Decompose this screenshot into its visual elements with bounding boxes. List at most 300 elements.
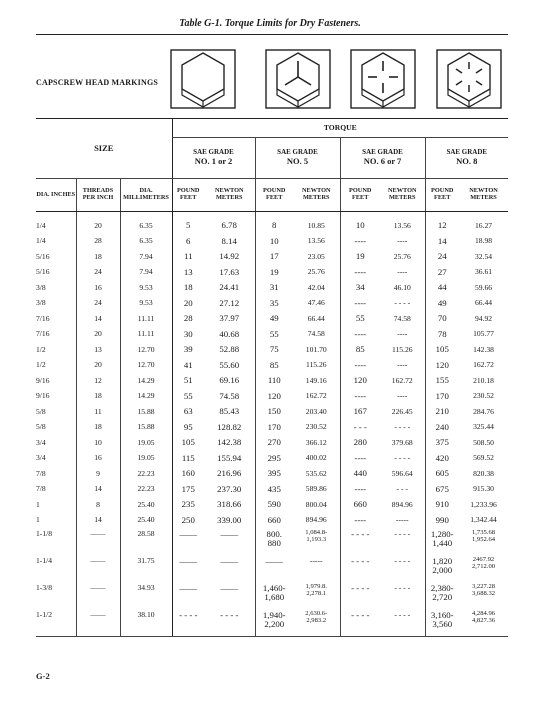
header-row-torque (36, 119, 508, 138)
grade-5-pound-feet-cell: —— (255, 555, 293, 582)
size-header: SIZE (36, 119, 172, 179)
grade-1-2-pound-feet-cell: 51 (172, 373, 204, 389)
dia-inches-cell: 5/8 (36, 406, 46, 416)
grade-8-newton-meters-cell: 915.30 (473, 484, 494, 494)
grade-header-1-2: SAE GRADE NO. 1 or 2 (172, 138, 255, 179)
grade-6-7-newton-meters-cell: 13.56 (393, 220, 411, 230)
table-body (36, 212, 508, 637)
grade-6-7-newton-meters-cell: ---- (397, 391, 408, 401)
grade-5-pound-feet-cell: 170 (255, 420, 293, 436)
grade-5-newton-meters-cell: 400.02 (305, 453, 327, 463)
dia-millimeters-cell: 22.23 (120, 466, 172, 482)
grade-5-newton-meters-cell: 1,084.8- 1,193.3 (305, 529, 328, 543)
grade-6-7-newton-meters-cell: 115.26 (391, 344, 413, 354)
threads-per-inch-cell: 20 (76, 327, 120, 343)
grade-1-2-newton-meters-cell: 8.14 (221, 235, 237, 246)
threads-per-inch-cell: 16 (76, 280, 120, 296)
grade-5-newton-meters-cell: 23.05 (307, 251, 325, 261)
grade-6-7-pound-feet-cell: 440 (340, 466, 380, 482)
grade-6-7-newton-meters-cell: 46.10 (393, 282, 411, 292)
grade-5-newton-meters-cell: 1,979.8. 2,278.1 (305, 583, 327, 597)
pound-feet-header: POUND FEET (172, 179, 204, 212)
dia-inches-cell: 1/4 (36, 236, 46, 246)
dia-millimeters-cell: 14.29 (120, 373, 172, 389)
grade-1-2-newton-meters-cell: 17.63 (219, 266, 240, 277)
grade-5-pound-feet-cell: 395 (255, 466, 293, 482)
grade-5-pound-feet-cell: 660 (255, 513, 293, 529)
grade-8-newton-meters-cell: 508.50 (473, 437, 494, 447)
threads-per-inch-cell: 11 (76, 404, 120, 420)
grade-8-newton-meters-cell: 142.38 (473, 344, 494, 354)
dia-inches-cell: 1-1/4 (36, 556, 53, 565)
grade-8-pound-feet-cell: 240 (425, 420, 459, 436)
grade-1-2-newton-meters-cell: —— (220, 556, 239, 566)
grade-6-7-newton-meters-cell: 894.96 (391, 499, 413, 509)
grade-1-2-newton-meters-cell: 24.41 (219, 282, 240, 293)
grade-1-2-newton-meters-cell: 52.88 (219, 344, 240, 355)
grade-8-newton-meters-cell: 1,735.68 1,952.64 (471, 529, 496, 543)
grade-8-pound-feet-cell: 210 (425, 404, 459, 420)
grade-1-2-pound-feet-cell: 11 (172, 249, 204, 265)
threads-per-inch-cell: —— (76, 609, 120, 637)
grade-8-newton-meters-cell: 325.44 (473, 422, 494, 432)
grade-1-2-pound-feet-cell: 105 (172, 435, 204, 451)
grade-5-pound-feet-cell: 120 (255, 389, 293, 405)
grade-6-7-pound-feet-cell: ---- (340, 482, 380, 498)
grade-1-2-pound-feet-cell: 95 (172, 420, 204, 436)
table-row (36, 342, 508, 358)
grade-6-7-pound-feet-cell: 55 (340, 311, 380, 327)
dia-inches-cell: 3/8 (36, 298, 46, 308)
threads-per-inch-cell: —— (76, 555, 120, 582)
threads-per-inch-cell: —— (76, 582, 120, 609)
grade-5-newton-meters-cell: 101.70 (305, 344, 327, 354)
dia-inches-cell: 1 (36, 515, 40, 525)
grade-1-2-pound-feet-cell: 6 (172, 234, 204, 250)
grade-6-7-pound-feet-cell: 167 (340, 404, 380, 420)
dia-inches-cell: 1/2 (36, 360, 46, 370)
grade-6-7-newton-meters-cell: 596.64 (391, 468, 413, 478)
grade-6-7-newton-meters-cell: - - - - (380, 609, 425, 637)
threads-per-inch-cell: 14 (76, 513, 120, 529)
grade-6-7-pound-feet-cell: ---- (340, 265, 380, 281)
table-row (36, 404, 508, 420)
grade-6-7-newton-meters-cell: - - - - (394, 529, 411, 538)
dia-inches-cell: 1-3/8 (36, 583, 53, 592)
grade-5-pound-feet-cell: 590 (255, 497, 293, 513)
grade-8-newton-meters-cell: 2467.92 2,712.00 (471, 556, 496, 570)
dia-millimeters-cell: 12.70 (120, 342, 172, 358)
grade-5-newton-meters-cell: 115.26 (305, 360, 327, 370)
grade-8-newton-meters-cell: 569.52 (473, 453, 494, 463)
grade-5-newton-meters-cell: 13.56 (307, 236, 325, 246)
dia-inches-cell: 3/4 (36, 453, 46, 463)
grade-1-2-newton-meters-cell: 318.66 (217, 499, 242, 510)
grade-8-newton-meters-cell: 66.44 (474, 298, 493, 308)
dia-inches-cell: 7/8 (36, 468, 46, 478)
newton-meters-header: NEWTON METERS (459, 179, 508, 212)
grade-6-7-newton-meters-cell: 379.68 (391, 437, 413, 447)
grade-5-pound-feet-cell: 8 (255, 212, 293, 234)
grade-5-pound-feet-cell: 75 (255, 342, 293, 358)
dia-inches-cell: 1-1/8 (36, 529, 53, 538)
grade-1-2-pound-feet-cell: 28 (172, 311, 204, 327)
table-row (36, 296, 508, 312)
grade-1-2-pound-feet-cell: 250 (172, 513, 204, 529)
dia-inches-cell: 3/4 (36, 437, 46, 447)
grade-6-7-newton-meters-cell: - - - - (394, 422, 411, 432)
grade-5-pound-feet-cell: 800. 880 (255, 528, 293, 555)
dia-millimeters-cell: 28.58 (120, 528, 172, 555)
grade-1-2-pound-feet-cell: 18 (172, 280, 204, 296)
table-row (36, 311, 508, 327)
grade-1-2-newton-meters-cell: 69.16 (219, 375, 240, 386)
grade-5-newton-meters-cell: 74.58 (307, 329, 325, 339)
threads-per-inch-cell: 12 (76, 373, 120, 389)
grade-6-7-newton-meters-cell: ---- (397, 267, 408, 277)
grade-5-newton-meters-cell: 47.46 (307, 298, 325, 308)
table-row (36, 327, 508, 343)
hex-head-four-line-icon (350, 49, 416, 109)
grade-6-7-newton-meters-cell: 226.45 (391, 406, 413, 416)
table-row (36, 249, 508, 265)
grade-1-2-newton-meters-cell: 155.94 (217, 452, 242, 463)
grade-5-pound-feet-cell: 85 (255, 358, 293, 374)
table-row (36, 451, 508, 467)
dia-millimeters-cell: 6.35 (120, 234, 172, 250)
torque-header: TORQUE (172, 119, 508, 138)
grade-6-7-pound-feet-cell: ---- (340, 296, 380, 312)
grade-1-2-pound-feet-cell: 41 (172, 358, 204, 374)
grade-6-7-newton-meters-cell: - - - - (394, 583, 411, 592)
grade-5-pound-feet-cell: 19 (255, 265, 293, 281)
newton-meters-header: NEWTON METERS (380, 179, 425, 212)
grade-8-newton-meters-cell: 18.98 (474, 236, 493, 246)
threads-per-inch-cell: —— (76, 528, 120, 555)
grade-8-pound-feet-cell: 2,380- 2,720 (425, 582, 459, 609)
grade-8-pound-feet-cell: 1,280- 1,440 (425, 528, 459, 555)
threads-per-inch-cell: 14 (76, 482, 120, 498)
grade-8-newton-meters-cell: 162.72 (473, 360, 494, 370)
grade-1-2-pound-feet-cell: 20 (172, 296, 204, 312)
grade-1-2-newton-meters-cell: 40.68 (219, 328, 240, 339)
grade-6-7-newton-meters-cell: 162.72 (391, 375, 413, 385)
hex-head-no-marking-icon (170, 49, 236, 109)
grade-8-pound-feet-cell: 1,820 2,000 (425, 555, 459, 582)
table-row (36, 555, 508, 582)
table-row (36, 358, 508, 374)
grade-header-5: SAE GRADE NO. 5 (255, 138, 340, 179)
grade-8-pound-feet-cell: 605 (425, 466, 459, 482)
grade-5-newton-meters-cell: 25.76 (307, 267, 325, 277)
table-row (36, 373, 508, 389)
grade-6-7-pound-feet-cell: - - - - (340, 609, 380, 637)
grade-8-pound-feet-cell: 420 (425, 451, 459, 467)
dia-millimeters-cell: 14.29 (120, 389, 172, 405)
grade-1-2-newton-meters-cell: 85.43 (219, 406, 240, 417)
dia-millimeters-cell: 22.23 (120, 482, 172, 498)
grade-1-2-newton-meters-cell: 55.60 (219, 359, 240, 370)
dia-inches-cell: 3/8 (36, 282, 46, 292)
grade-1-2-newton-meters-cell: 128.82 (217, 421, 242, 432)
grade-6-7-pound-feet-cell: 34 (340, 280, 380, 296)
grade-1-2-pound-feet-cell: —— (172, 582, 204, 609)
grade-8-pound-feet-cell: 49 (425, 296, 459, 312)
grade-5-newton-meters-cell: 589.86 (305, 484, 327, 494)
grade-5-pound-feet-cell: 150 (255, 404, 293, 420)
grade-5-pound-feet-cell: 17 (255, 249, 293, 265)
grade-8-newton-meters-cell: 230.52 (473, 391, 494, 401)
header-row-units (36, 179, 508, 212)
table-row (36, 435, 508, 451)
grade-5-newton-meters-cell: 366.12 (305, 437, 327, 447)
grade-1-2-newton-meters-cell: —— (220, 583, 239, 593)
dia-inches-cell: 1/4 (36, 220, 46, 230)
table-row (36, 280, 508, 296)
dia-millimeters-cell: 9.53 (120, 280, 172, 296)
threads-per-inch-cell: 14 (76, 311, 120, 327)
grade-1-2-newton-meters-cell: 14.92 (219, 251, 240, 262)
grade-6-7-newton-meters-cell: - - - (396, 484, 408, 494)
torque-limits-table (36, 118, 508, 637)
grade-5-newton-meters-cell: 162.72 (305, 391, 327, 401)
grade-5-pound-feet-cell: 1,460- 1,680 (255, 582, 293, 609)
grade-8-pound-feet-cell: 120 (425, 358, 459, 374)
grade-8-newton-meters-cell: 3,227.28 3,688.32 (471, 583, 496, 597)
dia-millimeters-cell: 25.40 (120, 497, 172, 513)
grade-6-7-pound-feet-cell: 85 (340, 342, 380, 358)
grade-8-pound-feet-cell: 675 (425, 482, 459, 498)
grade-8-pound-feet-cell: 990 (425, 513, 459, 529)
grade-6-7-newton-meters-cell: ---- (397, 236, 408, 246)
grade-6-7-pound-feet-cell: - - - - (340, 582, 380, 609)
grade-6-7-newton-meters-cell: ----- (395, 515, 409, 525)
grade-1-2-pound-feet-cell: 13 (172, 265, 204, 281)
hex-head-six-line-icon (436, 49, 502, 109)
grade-1-2-newton-meters-cell: 27.12 (219, 297, 240, 308)
dia-millimeters-cell: 19.05 (120, 451, 172, 467)
dia-inches-cell: 1-1/2 (36, 609, 76, 637)
grade-5-newton-meters-cell: 535.62 (305, 468, 327, 478)
grade-1-2-newton-meters-cell: 74.58 (219, 390, 240, 401)
dia-millimeters-cell: 7.94 (120, 265, 172, 281)
dia-inches-cell: 5/8 (36, 422, 46, 432)
grade-1-2-pound-feet-cell: 175 (172, 482, 204, 498)
grade-1-2-newton-meters-cell: 216.96 (217, 468, 242, 479)
table-row (36, 212, 508, 234)
dia-millimeters-cell: 15.88 (120, 404, 172, 420)
grade-6-7-newton-meters-cell: 25.76 (393, 251, 411, 261)
grade-6-7-pound-feet-cell: ---- (340, 358, 380, 374)
grade-6-7-pound-feet-cell: 10 (340, 212, 380, 234)
table-title: Table G-1. Torque Limits for Dry Fasteners. (179, 18, 361, 29)
threads-per-inch-cell: 9 (76, 466, 120, 482)
threads-per-inch-cell: 18 (76, 249, 120, 265)
dia-inches-cell: 7/8 (36, 484, 46, 494)
grade-5-pound-feet-cell: 270 (255, 435, 293, 451)
pound-feet-header: POUND FEET (255, 179, 293, 212)
dia-inches-cell: 9/16 (36, 375, 50, 385)
grade-1-2-pound-feet-cell: —— (172, 528, 204, 555)
newton-meters-header: NEWTON METERS (293, 179, 340, 212)
grade-8-pound-feet-cell: 155 (425, 373, 459, 389)
dia-millimeters-cell: 11.11 (120, 311, 172, 327)
dia-inches-cell: 5/16 (36, 251, 50, 261)
grade-5-newton-meters-cell: 203.40 (305, 406, 327, 416)
grade-6-7-pound-feet-cell: - - - - (340, 528, 380, 555)
dia-millimeters-cell: 19.05 (120, 435, 172, 451)
grade-6-7-pound-feet-cell: ---- (340, 451, 380, 467)
threads-per-inch-cell: 20 (76, 212, 120, 234)
grade-6-7-newton-meters-cell: 74.58 (393, 313, 411, 323)
dia-inches-cell: 5/16 (36, 267, 50, 277)
capscrew-head-markings-label: CAPSCREW HEAD MARKINGS (36, 78, 159, 87)
grade-8-newton-meters-cell: 210.18 (473, 375, 494, 385)
threads-per-inch-cell: 8 (76, 497, 120, 513)
grade-5-newton-meters-cell: 10.85 (307, 220, 325, 230)
grade-6-7-pound-feet-cell: ---- (340, 234, 380, 250)
dia-inches-cell: 7/16 (36, 329, 50, 339)
dia-millimeters-cell: 15.88 (120, 420, 172, 436)
grade-8-newton-meters-cell: 16.27 (474, 220, 493, 230)
grade-1-2-newton-meters-cell: - - - - (204, 609, 255, 637)
grade-1-2-newton-meters-cell: 237.30 (217, 483, 242, 494)
grade-1-2-pound-feet-cell: 63 (172, 404, 204, 420)
dia-millimeters-cell: 7.94 (120, 249, 172, 265)
table-row (36, 234, 508, 250)
grade-5-pound-feet-cell: 55 (255, 327, 293, 343)
grade-5-pound-feet-cell: 110 (255, 373, 293, 389)
dia-millimeters-cell: 38.10 (120, 609, 172, 637)
dia-millimeters-header: DIA. MILLIMETERS (120, 179, 172, 212)
table-row (36, 497, 508, 513)
grade-8-newton-meters-cell: 32.54 (474, 251, 493, 261)
grade-6-7-newton-meters-cell: - - - - (394, 556, 411, 565)
dia-millimeters-cell: 31.75 (120, 555, 172, 582)
grade-6-7-pound-feet-cell: 120 (340, 373, 380, 389)
grade-1-2-newton-meters-cell: —— (220, 529, 239, 539)
grade-8-newton-meters-cell: 4,284.96 4,827.36 (459, 609, 508, 637)
grade-1-2-newton-meters-cell: 37.97 (219, 313, 240, 324)
threads-per-inch-cell: 24 (76, 296, 120, 312)
grade-6-7-pound-feet-cell: - - - - (340, 555, 380, 582)
threads-per-inch-cell: 10 (76, 435, 120, 451)
dia-millimeters-cell: 25.40 (120, 513, 172, 529)
grade-6-7-pound-feet-cell: ---- (340, 513, 380, 529)
threads-per-inch-cell: 20 (76, 358, 120, 374)
grade-6-7-pound-feet-cell: - - - (340, 420, 380, 436)
grade-8-pound-feet-cell: 14 (425, 234, 459, 250)
grade-6-7-newton-meters-cell: - - - - (394, 453, 411, 463)
dia-inches-header: DIA. INCHES (36, 179, 76, 212)
grade-8-newton-meters-cell: 284.76 (473, 406, 494, 416)
dia-inches-cell: 9/16 (36, 391, 50, 401)
grade-5-pound-feet-cell: 49 (255, 311, 293, 327)
grade-8-pound-feet-cell: 105 (425, 342, 459, 358)
grade-1-2-pound-feet-cell: 115 (172, 451, 204, 467)
grade-8-pound-feet-cell: 3,160- 3,560 (425, 609, 459, 637)
grade-5-newton-meters-cell: 894.96 (305, 515, 327, 525)
table-row (36, 389, 508, 405)
title-rule (36, 34, 508, 35)
table-row (36, 482, 508, 498)
grade-8-pound-feet-cell: 170 (425, 389, 459, 405)
grade-6-7-pound-feet-cell: 19 (340, 249, 380, 265)
grade-1-2-newton-meters-cell: 6.78 (221, 220, 237, 231)
table-row (36, 420, 508, 436)
grade-5-newton-meters-cell: ----- (309, 556, 323, 565)
threads-per-inch-header: THREADS PER INCH (76, 179, 120, 212)
dia-millimeters-cell: 34.93 (120, 582, 172, 609)
dia-millimeters-cell: 9.53 (120, 296, 172, 312)
threads-per-inch-cell: 13 (76, 342, 120, 358)
dia-millimeters-cell: 6.35 (120, 212, 172, 234)
grade-8-newton-meters-cell: 1,233.96 (470, 499, 497, 509)
grade-1-2-pound-feet-cell: 30 (172, 327, 204, 343)
grade-8-newton-meters-cell: 36.61 (474, 267, 493, 277)
grade-5-pound-feet-cell: 295 (255, 451, 293, 467)
dia-inches-cell: 1/2 (36, 344, 46, 354)
grade-5-pound-feet-cell: 435 (255, 482, 293, 498)
grade-header-6-7: SAE GRADE NO. 6 or 7 (340, 138, 425, 179)
grade-8-pound-feet-cell: 70 (425, 311, 459, 327)
grade-5-newton-meters-cell: 66.44 (307, 313, 325, 323)
newton-meters-header: NEWTON METERS (204, 179, 255, 212)
grade-8-newton-meters-cell: 1,342.44 (470, 515, 497, 525)
table-row (36, 528, 508, 555)
grade-6-7-pound-feet-cell: ---- (340, 327, 380, 343)
pound-feet-header: POUND FEET (425, 179, 459, 212)
grade-1-2-pound-feet-cell: 39 (172, 342, 204, 358)
pound-feet-header: POUND FEET (340, 179, 380, 212)
grade-5-pound-feet-cell: 10 (255, 234, 293, 250)
hex-head-three-line-icon (265, 49, 331, 109)
threads-per-inch-cell: 16 (76, 451, 120, 467)
grade-8-pound-feet-cell: 78 (425, 327, 459, 343)
grade-8-newton-meters-cell: 94.92 (474, 313, 493, 323)
grade-8-pound-feet-cell: 375 (425, 435, 459, 451)
threads-per-inch-cell: 18 (76, 420, 120, 436)
grade-6-7-newton-meters-cell: - - - - (394, 298, 411, 308)
grade-5-pound-feet-cell: 35 (255, 296, 293, 312)
grade-6-7-pound-feet-cell: 280 (340, 435, 380, 451)
grade-5-newton-meters-cell: 230.52 (305, 422, 327, 432)
grade-1-2-pound-feet-cell: 5 (172, 212, 204, 234)
dia-millimeters-cell: 12.70 (120, 358, 172, 374)
grade-1-2-pound-feet-cell: 55 (172, 389, 204, 405)
grade-5-newton-meters-cell: 2,630.6- 2,983.2 (293, 609, 340, 637)
grade-6-7-newton-meters-cell: ---- (397, 360, 408, 370)
dia-millimeters-cell: 11.11 (120, 327, 172, 343)
grade-1-2-pound-feet-cell: - - - - (172, 609, 204, 637)
threads-per-inch-cell: 24 (76, 265, 120, 281)
threads-per-inch-cell: 28 (76, 234, 120, 250)
table-row (36, 513, 508, 529)
grade-6-7-newton-meters-cell: ---- (397, 329, 408, 339)
dia-inches-cell: 1 (36, 499, 40, 509)
grade-5-pound-feet-cell: 1,940- 2,200 (255, 609, 293, 637)
table-row (36, 582, 508, 609)
grade-8-pound-feet-cell: 27 (425, 265, 459, 281)
table-row (36, 265, 508, 281)
grade-1-2-pound-feet-cell: 160 (172, 466, 204, 482)
dia-inches-cell: 7/16 (36, 313, 50, 323)
grade-8-pound-feet-cell: 24 (425, 249, 459, 265)
grade-8-newton-meters-cell: 59.66 (474, 282, 493, 292)
table-row (36, 466, 508, 482)
grade-5-newton-meters-cell: 42.04 (307, 282, 325, 292)
grade-8-pound-feet-cell: 12 (425, 212, 459, 234)
